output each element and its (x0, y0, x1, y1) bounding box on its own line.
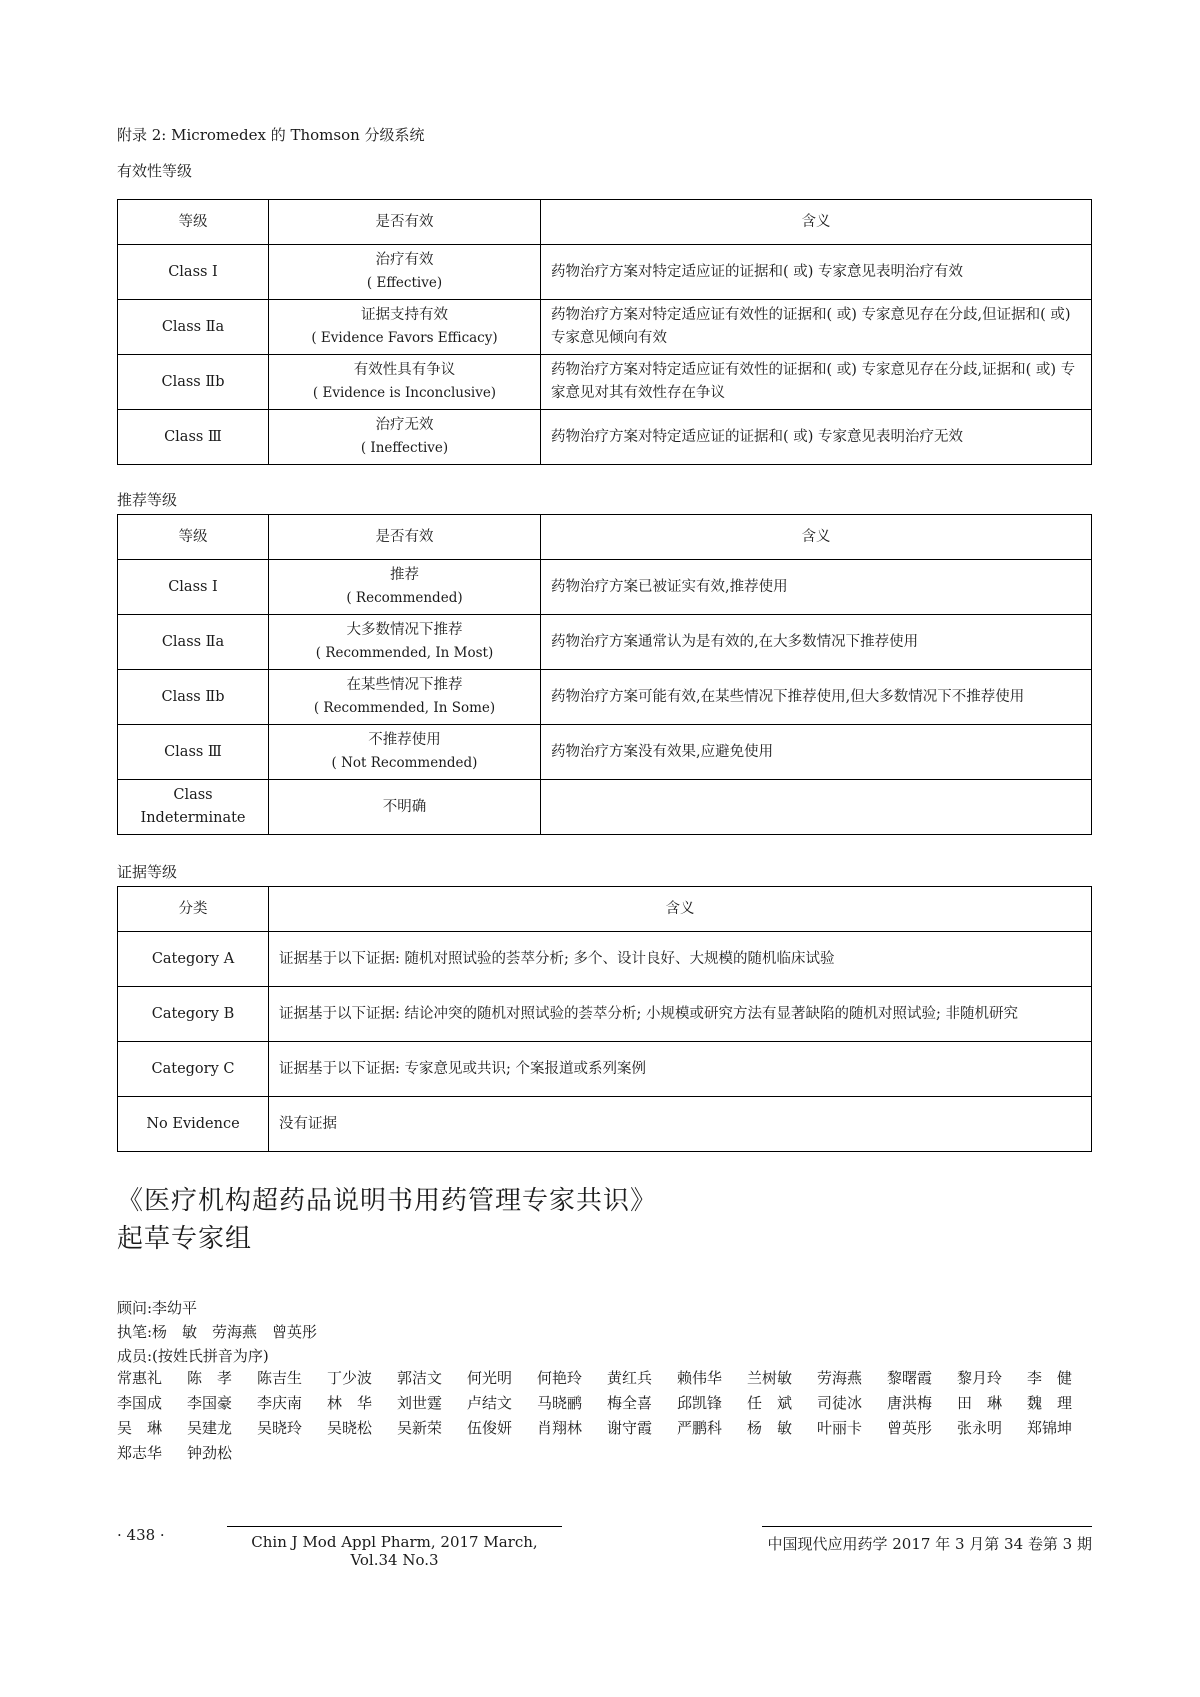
member-name: 唐洪梅 (887, 1394, 933, 1412)
member-name: 兰树敏 (747, 1369, 793, 1387)
member-name: 钟劲松 (187, 1444, 233, 1462)
status-cell (269, 670, 541, 725)
status-cell (269, 300, 541, 355)
table-row (118, 670, 1092, 725)
member-name: 肖翔林 (537, 1419, 583, 1437)
status-cell (269, 560, 541, 615)
member-name: 常惠礼 (117, 1369, 163, 1387)
table-row (118, 1097, 1092, 1152)
status-text: 治疗无效 (375, 417, 434, 433)
recommendation-table (117, 514, 1092, 835)
member-name: 梅全喜 (607, 1394, 653, 1412)
table-row (118, 410, 1092, 465)
status-cell (269, 410, 541, 465)
grade-cell: Class Ⅱb (118, 355, 269, 410)
meaning-cell: 药物治疗方案对特定适应证的证据和( 或) 专家意见表明治疗无效 (541, 410, 1092, 465)
authors-line: 执笔:杨 敏 劳海燕 曾英彤 (117, 1323, 318, 1341)
table-header-row (118, 200, 1092, 245)
grade-cell: Class Ⅲ (118, 410, 269, 465)
category-cell: Category A (118, 932, 269, 987)
member-name: 张永明 (957, 1419, 1003, 1437)
table-header-row (118, 515, 1092, 560)
member-list (117, 1366, 1092, 1466)
status-english: ( Evidence Favors Efficacy) (311, 330, 498, 346)
grade-cell: Class Ⅱb (118, 670, 269, 725)
page-footer (117, 1516, 1092, 1569)
grade-cell: Class Ⅰ (118, 245, 269, 300)
column-header-meaning: 含义 (541, 515, 1092, 560)
member-name: 吴 琳 (117, 1419, 163, 1437)
table-row (118, 932, 1092, 987)
evidence-table (117, 886, 1092, 1152)
status-text: 不推荐使用 (368, 732, 441, 748)
member-name: 谢守霞 (607, 1419, 653, 1437)
table-row (118, 1042, 1092, 1097)
page-number: · 438 · (117, 1526, 165, 1544)
category-cell: Category C (118, 1042, 269, 1097)
member-name: 叶丽卡 (817, 1419, 863, 1437)
member-name: 陈吉生 (257, 1369, 303, 1387)
status-text: 在某些情况下推荐 (346, 677, 463, 693)
meaning-cell: 证据基于以下证据: 专家意见或共识; 个案报道或系列案例 (269, 1042, 1092, 1097)
member-name: 田 琳 (957, 1394, 1003, 1412)
member-name: 司徒冰 (817, 1394, 863, 1412)
status-cell (269, 245, 541, 300)
column-header-category: 分类 (118, 887, 269, 932)
member-name: 何艳玲 (537, 1369, 583, 1387)
member-name: 曾英彤 (887, 1419, 933, 1437)
member-name: 卢结文 (467, 1394, 513, 1412)
member-name: 严鹏科 (677, 1419, 723, 1437)
members-label: 成员:(按姓氏拼音为序) (117, 1347, 269, 1365)
category-cell: Category B (118, 987, 269, 1042)
status-text: 证据支持有效 (361, 307, 448, 323)
grade-cell: Class Indeterminate (118, 780, 269, 835)
efficacy-table (117, 199, 1092, 465)
meaning-cell: 证据基于以下证据: 结论冲突的随机对照试验的荟萃分析; 小规模或研究方法有显著缺陷的随机对照试验; 非随机研究 (269, 987, 1092, 1042)
meaning-cell: 药物治疗方案对特定适应证的证据和( 或) 专家意见表明治疗有效 (541, 245, 1092, 300)
meaning-cell: 药物治疗方案可能有效,在某些情况下推荐使用,但大多数情况下不推荐使用 (541, 670, 1092, 725)
member-name: 黎月玲 (957, 1369, 1003, 1387)
member-name: 伍俊妍 (467, 1419, 513, 1437)
member-name: 林 华 (327, 1394, 373, 1412)
member-name: 邱凯锋 (677, 1394, 723, 1412)
meaning-cell: 药物治疗方案已被证实有效,推荐使用 (541, 560, 1092, 615)
category-cell: No Evidence (118, 1097, 269, 1152)
table-row (118, 987, 1092, 1042)
advisor-line: 顾问:李幼平 (117, 1299, 198, 1317)
meaning-cell: 证据基于以下证据: 随机对照试验的荟萃分析; 多个、设计良好、大规模的随机临床试验 (269, 932, 1092, 987)
credits (117, 1296, 317, 1368)
status-english: ( Recommended, In Most) (315, 645, 494, 661)
evidence-section-label: 证据等级 (117, 863, 178, 881)
member-name: 何光明 (467, 1369, 513, 1387)
grade-cell: Class Ⅰ (118, 560, 269, 615)
status-text: 推荐 (390, 567, 419, 583)
meaning-cell (541, 780, 1092, 835)
status-english: ( Evidence is Inconclusive) (312, 385, 497, 401)
heading-line-1: 《医疗机构超药品说明书用药管理专家共识》 (117, 1186, 658, 1216)
column-header-status: 是否有效 (269, 200, 541, 245)
member-name: 吴建龙 (187, 1419, 233, 1437)
meaning-cell: 药物治疗方案对特定适应证有效性的证据和( 或) 专家意见存在分歧,证据和( 或) 专家意见对其有效性存在争议 (541, 355, 1092, 410)
status-english: ( Recommended, In Some) (313, 700, 496, 716)
column-header-meaning: 含义 (541, 200, 1092, 245)
status-english: ( Recommended) (346, 590, 463, 606)
grade-cell: Class Ⅱa (118, 615, 269, 670)
status-english: ( Ineffective) (360, 440, 449, 456)
status-text: 治疗有效 (375, 252, 434, 268)
member-name: 吴晓松 (327, 1419, 373, 1437)
appendix-title: 附录 2: Micromedex 的 Thomson 分级系统 (117, 126, 425, 144)
status-text: 有效性具有争议 (353, 362, 456, 378)
status-cell (269, 615, 541, 670)
table-row (118, 780, 1092, 835)
member-name: 马晓鹂 (537, 1394, 583, 1412)
status-text: 不明确 (382, 798, 427, 815)
member-name: 黎曙霞 (887, 1369, 933, 1387)
status-cell (269, 355, 541, 410)
meaning-cell: 没有证据 (269, 1097, 1092, 1152)
table-row (118, 725, 1092, 780)
journal-citation-chinese: 中国现代应用药学 2017 年 3 月第 34 卷第 3 期 (762, 1526, 1092, 1554)
member-name: 魏 理 (1027, 1394, 1073, 1412)
member-name: 李庆南 (257, 1394, 303, 1412)
efficacy-section-label: 有效性等级 (117, 162, 193, 180)
table-row (118, 300, 1092, 355)
member-name: 李 健 (1027, 1369, 1073, 1387)
column-header-grade: 等级 (118, 200, 269, 245)
status-english: ( Not Recommended) (331, 755, 478, 771)
member-name: 赖伟华 (677, 1369, 723, 1387)
status-text: 大多数情况下推荐 (346, 622, 463, 638)
expert-group-heading (117, 1182, 657, 1258)
column-header-status: 是否有效 (269, 515, 541, 560)
grade-cell: Class Ⅲ (118, 725, 269, 780)
table-header-row (118, 887, 1092, 932)
member-name: 劳海燕 (817, 1369, 863, 1387)
meaning-cell: 药物治疗方案没有效果,应避免使用 (541, 725, 1092, 780)
member-name: 杨 敏 (747, 1419, 793, 1437)
member-name: 吴新荣 (397, 1419, 443, 1437)
meaning-cell: 药物治疗方案对特定适应证有效性的证据和( 或) 专家意见存在分歧,但证据和( 或) 专家意见倾向有效 (541, 300, 1092, 355)
member-name: 吴晓玲 (257, 1419, 303, 1437)
member-name: 李国成 (117, 1394, 163, 1412)
member-name: 李国豪 (187, 1394, 233, 1412)
table-row (118, 615, 1092, 670)
heading-line-2: 起草专家组 (117, 1224, 253, 1254)
grade-cell: Class Ⅱa (118, 300, 269, 355)
meaning-cell: 药物治疗方案通常认为是有效的,在大多数情况下推荐使用 (541, 615, 1092, 670)
table-row (118, 355, 1092, 410)
member-name: 黄红兵 (607, 1369, 653, 1387)
table-row (118, 245, 1092, 300)
member-name: 郑锦坤 (1027, 1419, 1073, 1437)
status-cell (269, 780, 541, 835)
member-name: 刘世霆 (397, 1394, 443, 1412)
table-row (118, 560, 1092, 615)
column-header-grade: 等级 (118, 515, 269, 560)
member-name: 郭洁文 (397, 1369, 443, 1387)
member-name: 任 斌 (747, 1394, 793, 1412)
member-name: 丁少波 (327, 1369, 373, 1387)
column-header-meaning: 含义 (269, 887, 1092, 932)
journal-citation-english: Chin J Mod Appl Pharm, 2017 March, Vol.34 No.3 (227, 1526, 562, 1569)
member-name: 陈 孝 (187, 1369, 233, 1387)
status-cell (269, 725, 541, 780)
member-name: 郑志华 (117, 1444, 163, 1462)
recommendation-section-label: 推荐等级 (117, 491, 178, 509)
status-english: ( Effective) (366, 275, 443, 291)
